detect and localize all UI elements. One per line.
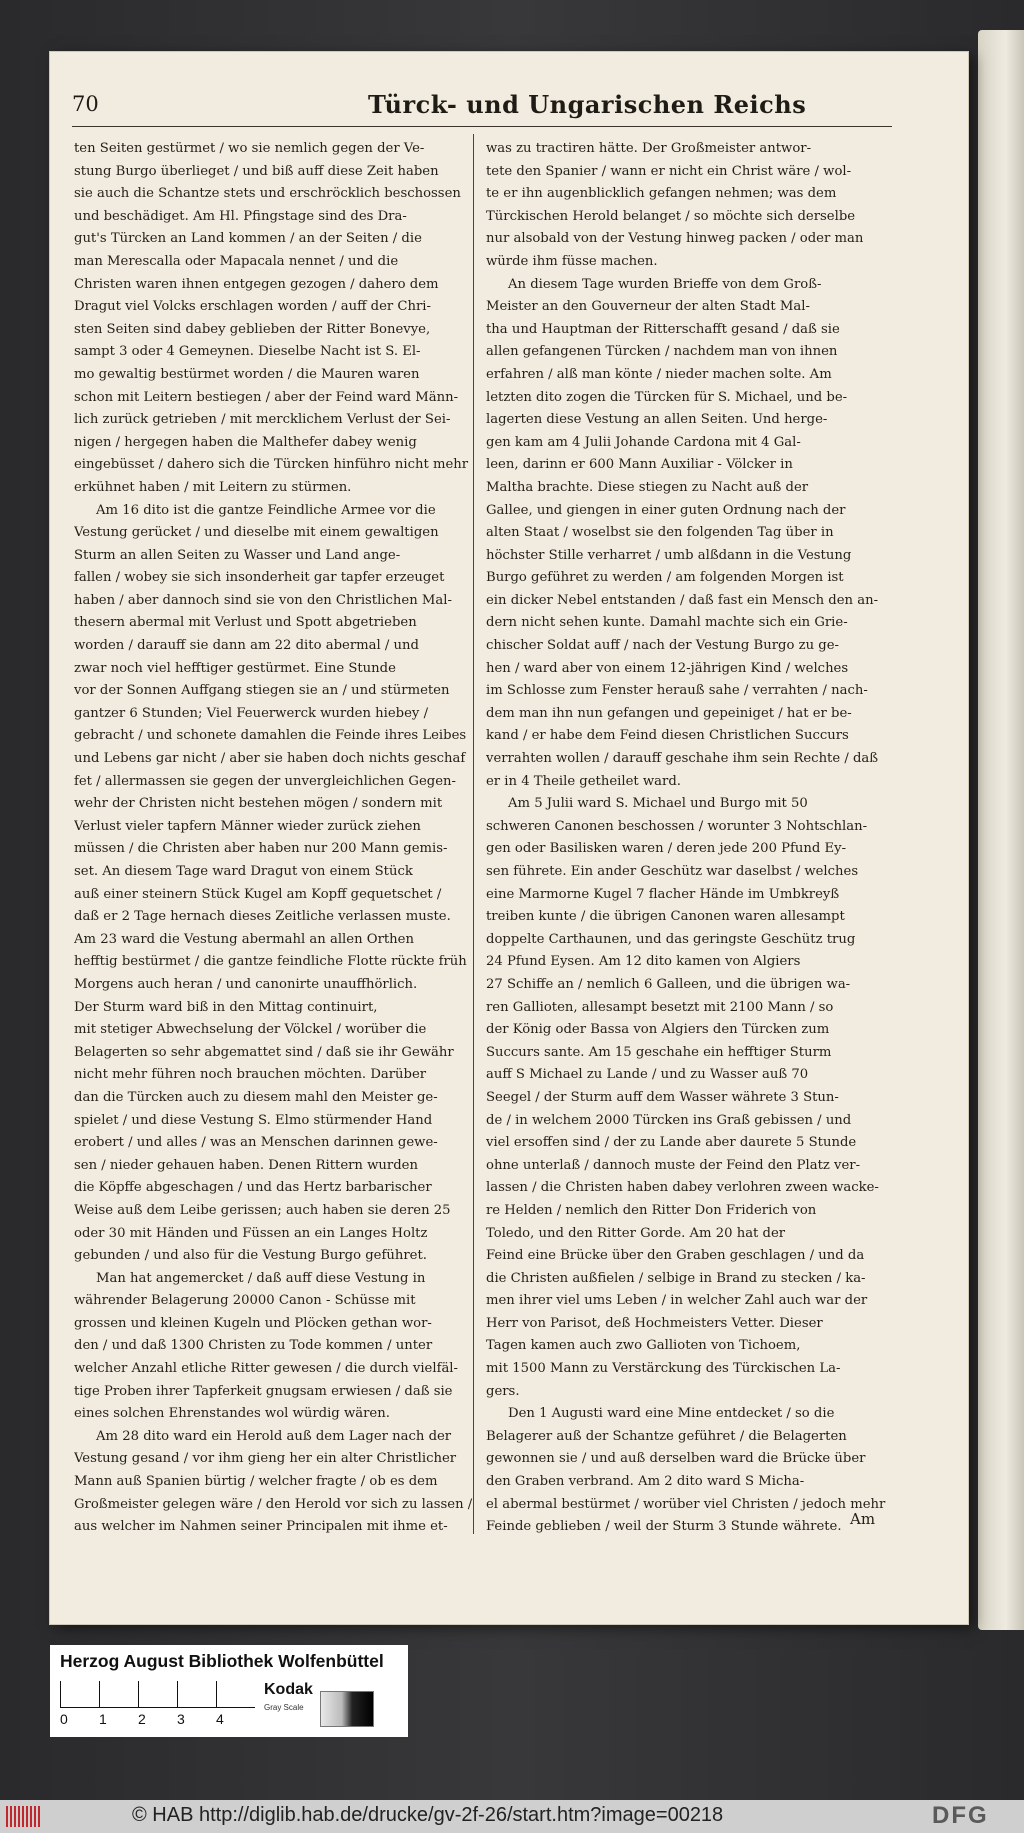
next-page-edge	[978, 30, 1024, 1630]
ruler-digit: 1	[99, 1711, 107, 1727]
ruler-digit: 4	[216, 1711, 224, 1727]
gray-scale-patch	[320, 1691, 374, 1727]
footer-bar	[0, 1800, 1024, 1833]
dfg-logo: DFG	[932, 1802, 989, 1829]
paragraph: was zu tractiren hätte. Der Großmeister antwor- tete den Spanier / wann er nicht ein Christ wäre / wol- te er ihn augenblicklich gefangen nehmen; was dem Türckischen Herold belanget / so möchte sich derselbe nur alsobald von der Vestung hinweg packen / oder man würde ihm füsse machen.	[486, 141, 864, 269]
paragraph: Man hat angemercket / daß auff diese Vestung in währender Belagerung 20000 Canon - Schüsse mit grossen und kleinen Kugeln und Plöcken gethan wor- den / und daß 1300 Christen zu Tode kommen / unter welcher Anzahl etliche Ritter gewesen / die durch vielfäl- tige Proben ihrer Tapferkeit gnugsam erwiesen / daß sie eines solchen Ehrenstandes wol würdig wären.	[74, 1270, 458, 1422]
ruler-digit: 3	[177, 1711, 185, 1727]
paragraph: Am 28 dito ward ein Herold auß dem Lager nach der Vestung gesand / vor ihm gieng her ein alter Christlicher Mann auß Spanien bürtig / welcher fragte / ob es dem Großmeister gelegen wäre / den Herold vor sich zu lassen / aus welcher im Nahmen seiner Principalen mit ihme et-	[74, 1428, 473, 1535]
right-column	[486, 138, 898, 1578]
kodak-sublabel: Gray Scale	[264, 1703, 304, 1712]
ruler-digit: 0	[60, 1711, 68, 1727]
paragraph: ten Seiten gestürmet / wo sie nemlich gegen der Ve- stung Burgo überlieget / und biß auff diese Zeit haben sie auch die Schantze stets und erschröcklich beschossen und beschädiget. Am Hl. Pfingstage sind des Dra- gut's Türcken an Land kommen / an der Seiten / die man Merescalla oder Mapacala nennet / und die Christen waren ihnen entgegen gezogen / dahero dem Dragut viel Volcks erschlagen worden / auff der Chri- sten Seiten sind dabey geblieben der Ritter Bonevye, sampt 3 oder 4 Gemeynen. Dieselbe Nacht ist S. El- mo gewaltig bestürmet worden / die Mauren waren schon mit Leitern bestiegen / aber der Feind ward Männ- lich zurück getrieben / mit mercklichem Verlust der Sei- nigen / hergegen haben die Malthefer dabey wenig eingebüsset / dahero sich die Türcken hinführo nicht mehr erkühnet haben / mit Leitern zu stürmen.	[74, 141, 469, 495]
paragraph: Am 5 Julii ward S. Michael und Burgo mit 50 schweren Canonen beschossen / worunter 3 Nohtschlan- gen oder Basilisken waren / deren jede 200 Pfund Ey- sen führete. Ein ander Geschütz war daselbst / welches eine Marmorne Kugel 7 flacher Hände im Umbkreyß treiben kunte / die übrigen Canonen waren allesampt doppelte Carthaunen, und das geringste Geschütz trug 24 Pfund Eysen. Am 12 dito kamen von Algiers 27 Schiffe an / nemlich 6 Galleen, und die übrigen wa- ren Gallioten, allesampt besetzt mit 2100 Mann / so der König oder Bassa von Algiers den Türcken zum Succurs sante. Am 15 geschahe ein hefftiger Sturm auff S Michael zu Lande / und zu Wasser auß 70 Seegel / der Sturm auff dem Wasser währete 3 Stun- de / in welchem 2000 Türcken ins Graß gebissen / und viel ersoffen sind / der zu Lande aber daurete 5 Stunde ohne unterlaß / dannoch muste der Feind den Platz ver- lassen / die Christen haben dabey verlohren zween wacke- re Helden / nemlich den Ritter Don Friderich von Toledo, und den Ritter Gorde. Am 20 hat der Feind eine Brücke über den Graben geschlagen / und da die Christen außfielen / selbige in Brand zu stecken / ka- men ihrer viel ums Leben / in welcher Zahl auch war der Herr von Parisot, deß Hochmeisters Vetter. Dieser Tagen kamen auch zwo Gallioten von Tichoem, mit 1500 Mann zu Verstärckung des Türckischen La- gers.	[486, 796, 879, 1399]
catchword: Am	[850, 1510, 876, 1528]
column-divider	[473, 134, 474, 1534]
left-column	[74, 138, 486, 1578]
header-rule	[72, 126, 892, 127]
barcode-icon	[6, 1806, 40, 1827]
kodak-brand: Kodak	[264, 1681, 313, 1698]
copyright-link[interactable]: © HAB http://diglib.hab.de/drucke/gv-2f-26/start.htm?image=00218	[132, 1804, 724, 1826]
page-number: 70	[72, 92, 99, 116]
paragraph: An diesem Tage wurden Brieffe von dem Groß- Meister an den Gouverneur der alten Stadt Mal- tha und Hauptman der Ritterschafft gesand / daß sie allen gefangenen Türcken / nachdem man von ihnen erfahren / alß man könte / nieder machen solte. Am letzten dito zogen die Türcken für S. Michael, und be- lagerten diese Vestung an allen Seiten. Und herge- gen kam am 4 Julii Johande Cardona mit 4 Gal- leen, darinn er 600 Mann Auxiliar - Völcker in Maltha brachte. Diese stiegen zu Nacht auß der Gallee, und giengen in einer guten Ordnung nach der alten Staat / woselbst sie den folgenden Tag über in höchster Stille verharret / umb alßdann in die Vestung Burgo geführet zu werden / am folgenden Morgen ist ein dicker Nebel entstanden / daß fast ein Mensch den an- dern nicht sehen kunte. Damahl machte sich ein Grie- chischer Soldat auff / nach der Vestung Burgo zu ge- hen / ward aber von einem 12-jährigen Kind / welches im Schlosse zum Fenster herauß sahe / verrahten / nach- dem man ihn nun gefangen und gepeiniget / hat er be- kand / er habe dem Feind diesen Christlichen Succurs verrahten wollen / darauff geschahe ihm sein Rechte / daß er in 4 Theile getheilet ward.	[486, 276, 879, 789]
library-label	[50, 1645, 408, 1737]
paragraph: Den 1 Augusti ward eine Mine entdecket / so die Belagerer auß der Schantze geführet / die Belagerten gewonnen sie / und auß derselben ward die Brücke über den Graben verbrand. Am 2 dito ward S Micha- el abermal bestürmet / worüber viel Christen / jedoch mehr Feinde geblieben / weil der Sturm 3 Stunde währete.	[486, 1406, 886, 1535]
running-head: Türck- und Ungarischen Reichs	[368, 90, 807, 119]
library-name: Herzog August Bibliothek Wolfenbüttel	[60, 1651, 384, 1671]
ruler-digit: 2	[138, 1711, 146, 1727]
scale-ruler	[60, 1681, 255, 1708]
paragraph: Am 16 dito ist die gantze Feindliche Armee vor die Vestung gerücket / und dieselbe mit einem gewaltigen Sturm an allen Seiten zu Wasser und Land ange- fallen / wobey sie sich insonderheit gar tapfer erzeuget haben / aber dannoch sind sie von den Christlichen Mal- thesern abermal mit Verlust und Spott abgetrieben worden / darauff sie dann am 22 dito abermal / und zwar noch viel hefftiger gestürmet. Eine Stunde vor der Sonnen Auffgang stiegen sie an / und stürmeten gantzer 6 Stunden; Viel Feuerwerck wurden hiebey / gebracht / und schonete damahlen die Feinde ihres Leibes und Lebens gar nicht / aber sie haben doch nichts geschaf fet / allermassen sie gegen der unvergleichlichen Gegen- wehr der Christen nicht bestehen mögen / sondern mit Verlust vieler tapfern Männer wieder zurück ziehen müssen / die Christen aber haben nur 200 Mann gemis- set. An diesem Tage ward Dragut von einem Stück auß einer steinern Stück Kugel am Kopff gequetschet / daß er 2 Tage hernach dieses Zeitliche verlassen muste. Am 23 ward die Vestung abermahl an allen Orthen hefftig bestürmet / die gantze feindliche Flotte rückte früh Morgens auch heran / und canonirte unauffhörlich. Der Sturm ward biß in den Mittag continuirt, mit stetiger Abwechselung der Völckel / worüber die Belagerten so sehr abgemattet sind / daß sie ihr Gewähr nicht mehr führen noch brauchen möchten. Darüber dan die Türcken auch zu diesem mahl den Meister ge- spielet / und diese Vestung S. Elmo stürmender Hand erobert / und alles / was an Menschen darinnen gewe- sen / nieder gehauen haben. Denen Rittern wurden die Köpffe abgeschagen / und das Hertz barbarischer Weise auß dem Leibe gerissen; auch haben sie deren 25 oder 30 mit Händen und Füssen an ein Langes Holtz gebunden / und also für die Vestung Burgo geführet.	[74, 502, 467, 1264]
